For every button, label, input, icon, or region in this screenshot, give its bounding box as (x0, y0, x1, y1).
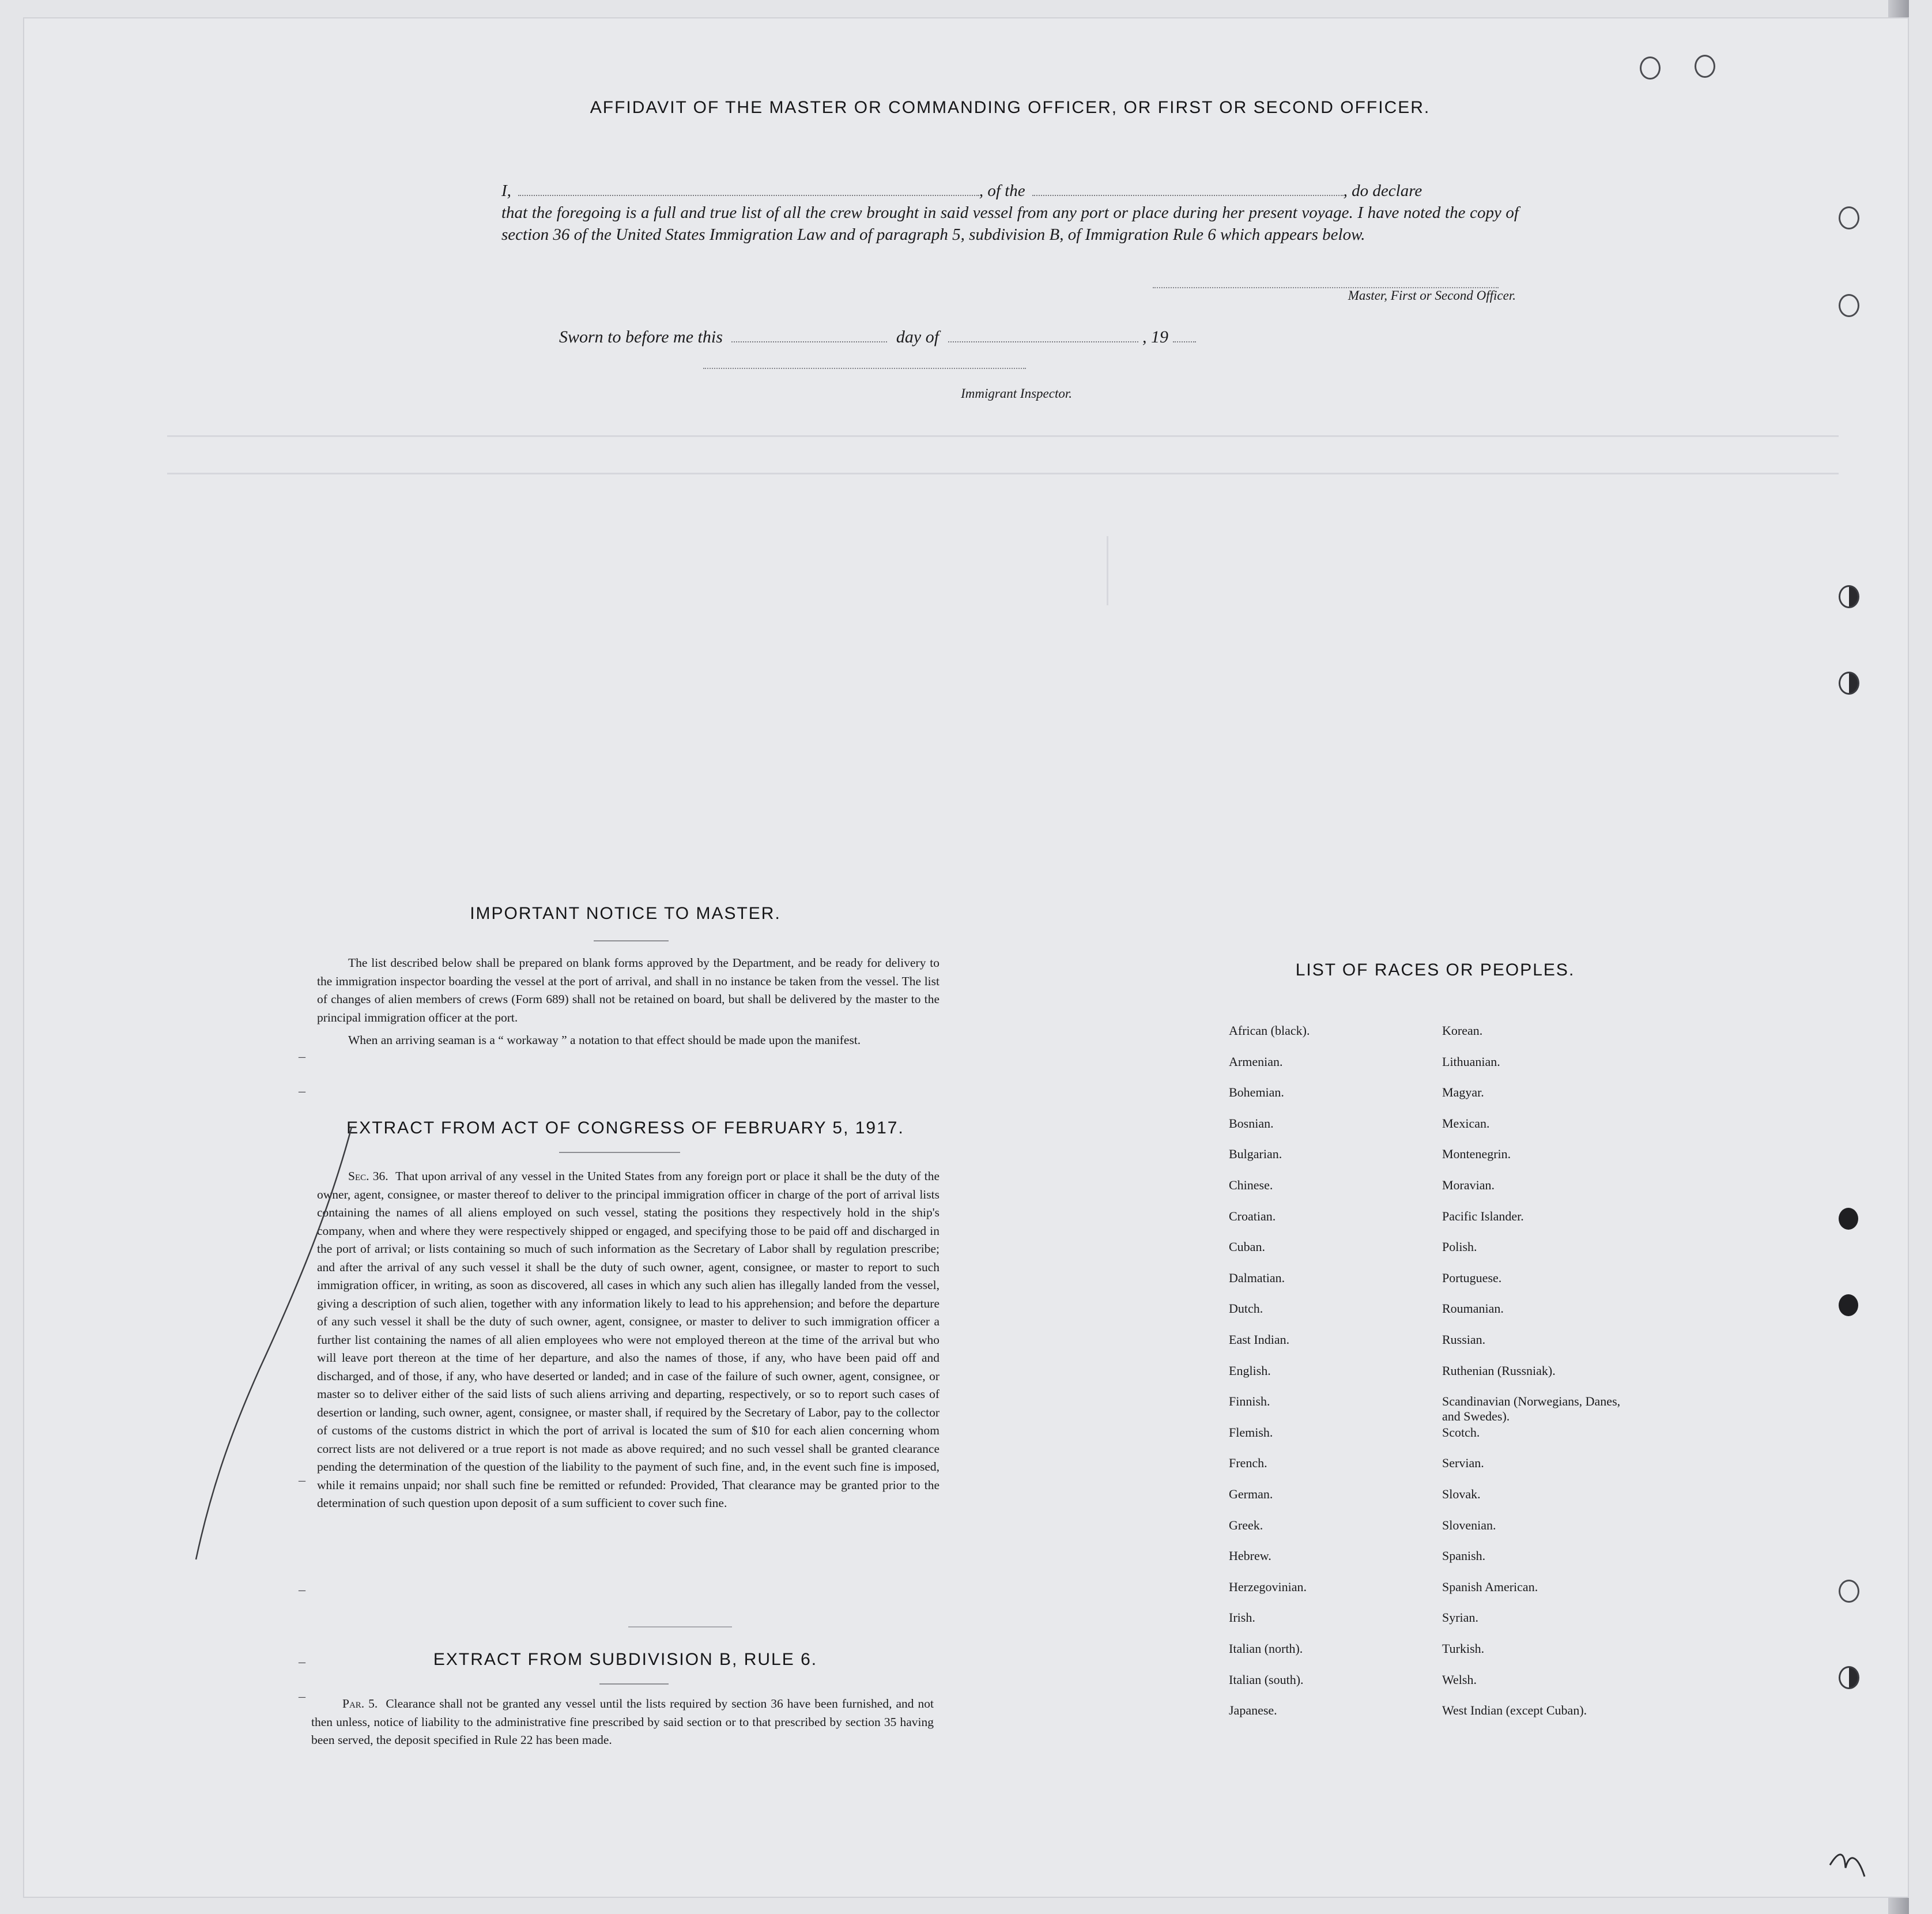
sworn-day-fill-line[interactable] (731, 327, 887, 342)
race-item: French. (1229, 1456, 1267, 1471)
race-item: Greek. (1229, 1517, 1263, 1532)
pencil-stroke (190, 1121, 363, 1565)
sworn-year-label: , 19 (1142, 327, 1169, 346)
punch-hole (1839, 206, 1859, 229)
section-label: Sec. 36. (348, 1169, 388, 1183)
race-item: Italian (south). (1229, 1672, 1304, 1687)
inspector-signature-line[interactable] (703, 368, 1026, 369)
notice-title: IMPORTANT NOTICE TO MASTER. (470, 904, 781, 923)
race-item: Syrian. (1442, 1610, 1478, 1625)
margin-dash: – (299, 1473, 305, 1488)
act-extract-body: That upon arrival of any vessel in the United States from any foreign port or place it shall be the duty of the owner, agent, consignee, or master thereof to deliver to the principal immigration officer in charge of the port of arrival lists containing the names of all aliens employed on such vessel, stating the positions they respectively hold in the ship's company, when and where they were respectively shipped or engaged, and specifying those to be paid off and discharged in the port of arrival; or lists containing so much of such information as the Secretary of Labor shall by regulation prescribe; and after the arrival of any such vessel it shall be the duty of such owner, agent, consignee, or master to report to such immigration officer, in writing, as soon as discovered, all cases in which any such alien has illegally landed from the vessel, giving a description of such alien, together with any information likely to lead to his apprehension; and before the departure of any such vessel it shall be the duty of such owner, agent, consignee, or master to deliver to such immigration officer a further list containing the names of all alien employees who were not employed thereon at the time of the arrival but who will leave port thereon at the time of her departure, and also the names of those, if any, who have been paid off and discharged, and of those, if any, who have deserted or landed; and in case of the failure of such owner, agent, consignee, or master so to deliver either of the said lists of such aliens arriving and departing, respectively, or so to report such cases of desertion or landing, such owner, agent, consignee, or master shall, if required by the Secretary of Labor, pay to the collector of customs of the customs district in which the port of arrival is located the sum of $10 for each alien concerning whom correct lists are not delivered or a true report is not made as above required; and no such vessel shall be granted clearance pending the determination of the question of the liability to the payment of such fine, and, in the event such fine is imposed, while it remains unpaid; nor shall such fine be remitted or refunded: Provided, That clearance may be granted prior to the determination of such question upon deposit of a sum sufficient to cover such fine. (317, 1169, 940, 1510)
race-item: Japanese. (1229, 1703, 1277, 1718)
race-item: Herzegovinian. (1229, 1579, 1307, 1594)
punch-hole (1839, 1580, 1859, 1603)
race-item: Bosnian. (1229, 1116, 1274, 1131)
race-item: Spanish. (1442, 1548, 1486, 1563)
notice-paragraph-1: The list described below shall be prepared on blank forms approved by the Department, and be ready for delivery to the immigration inspector boarding the vessel at the port of arrival, and shall in no instance be taken from the vessel. The list of changes of alien members of crews (Form 689) shall not be retained on board, but shall be delivered by the master to the principal immigration officer at the port. (317, 956, 939, 1024)
race-item: Irish. (1229, 1610, 1255, 1625)
affidavit-body: that the foregoing is a full and true list of all the crew brought in said vessel from any port or place during her present voyage. I have noted the copy of section 36 of the United States Immigration Law and of paragraph 5, subdivision B, of Immigration Rule 6 which appears below. (501, 204, 1519, 244)
race-item: Dalmatian. (1229, 1270, 1285, 1285)
notice-paragraph-2: When an arriving seaman is a “ workaway ” a notation to that effect should be made upon the manifest. (348, 1033, 861, 1047)
sworn-month-fill-line[interactable] (948, 327, 1138, 342)
race-item: English. (1229, 1363, 1271, 1378)
margin-dash: – (299, 1655, 305, 1670)
race-item: Welsh. (1442, 1672, 1477, 1687)
paragraph-label: Par. 5. (342, 1697, 378, 1710)
race-item: Roumanian. (1442, 1301, 1504, 1316)
sworn-prefix: Sworn to before me this (559, 327, 723, 346)
notice-text (317, 954, 939, 1050)
races-title: LIST OF RACES OR PEOPLES. (1295, 960, 1575, 979)
race-item: Slovenian. (1442, 1517, 1496, 1532)
affidavit-declaration-line (501, 180, 1519, 202)
affidavit-text (501, 180, 1519, 246)
master-signature-label: Master, First or Second Officer. (1348, 288, 1516, 303)
sworn-line (559, 327, 1196, 347)
punch-hole (1695, 55, 1715, 78)
title-underline (559, 1152, 680, 1153)
bleed-through-line (167, 435, 1839, 437)
punch-hole (1839, 1666, 1859, 1689)
race-item: Finnish. (1229, 1394, 1270, 1409)
race-item: Flemish. (1229, 1425, 1273, 1440)
race-item: Bohemian. (1229, 1085, 1284, 1100)
margin-dash: – (299, 1084, 305, 1099)
act-extract-text (317, 1167, 939, 1513)
race-item: Russian. (1442, 1332, 1486, 1347)
race-item: Scotch. (1442, 1425, 1480, 1440)
race-item: Cuban. (1229, 1239, 1265, 1254)
race-item: Armenian. (1229, 1054, 1283, 1069)
race-item: Pacific Islander. (1442, 1208, 1524, 1223)
race-item: Dutch. (1229, 1301, 1263, 1316)
race-item: Servian. (1442, 1456, 1484, 1471)
race-item: Bulgarian. (1229, 1147, 1282, 1162)
punch-hole (1839, 1208, 1858, 1230)
punch-hole (1839, 1294, 1858, 1316)
title-underline (594, 940, 669, 941)
race-item: Magyar. (1442, 1085, 1484, 1100)
title-underline (599, 1683, 669, 1685)
race-item: Scandinavian (Norwegians, Danes, and Swedes). (1442, 1394, 1621, 1424)
sworn-day-label: day of (896, 327, 939, 346)
margin-dash: – (299, 1689, 305, 1704)
race-item: East Indian. (1229, 1332, 1290, 1347)
affidavit-title: AFFIDAVIT OF THE MASTER OR COMMANDING OFFICER, OR FIRST OR SECOND OFFICER. (590, 98, 1431, 117)
race-item: Lithuanian. (1442, 1054, 1500, 1069)
bleed-through-line (167, 473, 1839, 474)
race-item: Mexican. (1442, 1116, 1490, 1131)
punch-hole (1839, 585, 1859, 608)
document-page (23, 17, 1909, 1898)
act-extract-title: EXTRACT FROM ACT OF CONGRESS OF FEBRUARY 5, 1917. (346, 1118, 904, 1137)
race-item: Hebrew. (1229, 1548, 1271, 1563)
race-item: German. (1229, 1487, 1273, 1501)
sworn-year-fill-line[interactable] (1173, 327, 1196, 342)
race-item: Chinese. (1229, 1178, 1273, 1192)
race-item: Italian (north). (1229, 1641, 1303, 1656)
punch-hole (1839, 294, 1859, 317)
race-item: Moravian. (1442, 1178, 1495, 1192)
rule-extract-text (311, 1695, 934, 1750)
race-item: Croatian. (1229, 1208, 1276, 1223)
inspector-label: Immigrant Inspector. (961, 386, 1072, 401)
race-item: Slovak. (1442, 1487, 1481, 1501)
declare-label: , do declare (1343, 182, 1422, 200)
margin-dash: – (299, 1583, 305, 1597)
rule-extract-title: EXTRACT FROM SUBDIVISION B, RULE 6. (433, 1650, 818, 1669)
race-item: African (black). (1229, 1023, 1310, 1038)
section-divider (628, 1626, 732, 1627)
name-fill-line[interactable] (518, 181, 979, 196)
race-item: Turkish. (1442, 1641, 1485, 1656)
race-item: Ruthenian (Russniak). (1442, 1363, 1556, 1378)
race-item: Korean. (1442, 1023, 1483, 1038)
of-the-label: , of the (979, 182, 1025, 200)
margin-dash: – (299, 1049, 305, 1064)
race-item: Montenegrin. (1442, 1147, 1511, 1162)
punch-hole (1839, 672, 1859, 695)
race-item: Polish. (1442, 1239, 1477, 1254)
pencil-mark (1827, 1848, 1867, 1882)
race-item: West Indian (except Cuban). (1442, 1703, 1587, 1718)
rule-extract-body: Clearance shall not be granted any vessel until the lists required by section 36 have been furnished, and not then unless, notice of liability to the administrative fine prescribed by said section or to that prescribed by section 35 having been served, the deposit specified in Rule 22 has been made. (311, 1697, 934, 1747)
affidavit-i-label: I, (501, 182, 511, 200)
bleed-through-line (1107, 536, 1108, 605)
race-item: Portuguese. (1442, 1270, 1502, 1285)
race-item: Spanish American. (1442, 1579, 1538, 1594)
punch-hole (1640, 56, 1661, 80)
vessel-fill-line[interactable] (1032, 181, 1344, 196)
